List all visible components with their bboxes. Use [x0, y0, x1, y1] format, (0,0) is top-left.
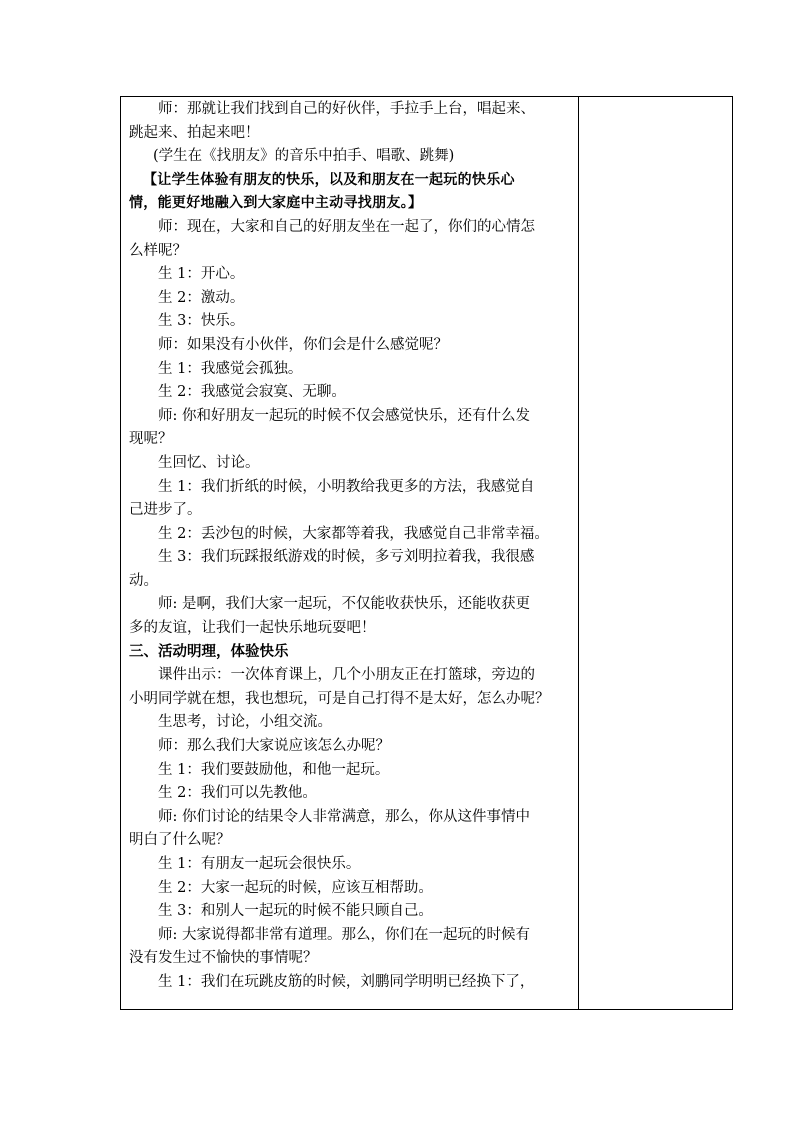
notes-cell: [579, 97, 732, 1009]
text-line: 生 1：我们要鼓励他，和他一起玩。: [158, 761, 390, 778]
text-line: 生 3：我们玩踩报纸游戏的时候，多亏刘明拉着我，我很感: [158, 549, 535, 566]
text-line: 师: 是啊，我们大家一起玩，不仅能收获快乐，还能收获更: [158, 596, 530, 613]
text-line: 跳起来、拍起来吧！: [129, 124, 260, 141]
design-note: 情，能更好地融入到大家庭中主动寻找朋友。】: [129, 195, 423, 212]
text-line: 师：那么我们大家说应该怎么办呢？: [158, 738, 390, 755]
text-line: 师: 你和好朋友一起玩的时候不仅会感觉快乐，还有什么发: [158, 407, 530, 424]
design-note: 【让学生体验有朋友的快乐，以及和朋友在一起玩的快乐心: [143, 171, 515, 188]
text-line: 生 1：我们折纸的时候，小明教给我更多的方法，我感觉自: [158, 478, 535, 495]
text-line: 生 3：和别人一起玩的时候不能只顾自己。: [158, 903, 433, 920]
lesson-table: [120, 96, 733, 1010]
text-line: 师：如果没有小伙伴，你们会是什么感觉呢？: [158, 336, 448, 353]
text-line: 己进步了。: [129, 502, 202, 519]
text-line: 生 2：大家一起玩的时候，应该互相帮助。: [158, 879, 433, 896]
text-line: 师: 你们讨论的结果令人非常满意，那么，你从这件事情中: [158, 808, 530, 825]
text-line: 生 2：丢沙包的时候，大家都等着我，我感觉自己非常幸福。: [158, 525, 549, 542]
text-line: 生 1：我们在玩跳皮筋的时候，刘鹏同学明明已经换下了，: [158, 973, 535, 990]
text-line: 师：现在，大家和自己的好朋友坐在一起了，你们的心情怎: [158, 218, 535, 235]
text-line: 现呢？: [129, 431, 173, 448]
text-line: 生回忆、讨论。: [158, 454, 260, 471]
text-line: 生 1：开心。: [158, 266, 245, 283]
text-line: 么样呢？: [129, 242, 187, 259]
text-line: 生 2：激动。: [158, 289, 245, 306]
section-heading: 三、活动明理，体验快乐: [129, 643, 289, 660]
text-line: 小明同学就在想，我也想玩，可是自己打得不是太好，怎么办呢？: [129, 690, 550, 707]
text-line: 师: 大家说得都非常有道理。那么，你们在一起玩的时候有: [158, 926, 530, 943]
text-line: 没有发生过不愉快的事情呢？: [129, 950, 318, 967]
text-line: 生 1：有朋友一起玩会很快乐。: [158, 856, 361, 872]
text-line: (学生在《找朋友》的音乐中拍手、唱歌、跳舞): [153, 148, 455, 165]
text-line: 多的友谊，让我们一起快乐地玩耍吧！: [129, 620, 376, 637]
text-line: 生 2：我感觉会寂寞、无聊。: [158, 384, 346, 401]
text-line: 生思考，讨论，小组交流。: [158, 714, 332, 731]
text-line: 动。: [129, 572, 158, 589]
text-line: 师：那就让我们找到自己的好伙伴，手拉手上台，唱起来、: [158, 101, 535, 117]
text-line: 生 3：快乐。: [158, 313, 245, 330]
lesson-content-cell: [121, 97, 579, 1009]
text-line: 明白了什么呢？: [129, 832, 231, 849]
text-line: 生 1：我感觉会孤独。: [158, 360, 303, 377]
text-line: 生 2：我们可以先教他。: [158, 785, 317, 802]
text-line: 课件出示：一次体育课上，几个小朋友正在打篮球，旁边的: [158, 667, 535, 684]
